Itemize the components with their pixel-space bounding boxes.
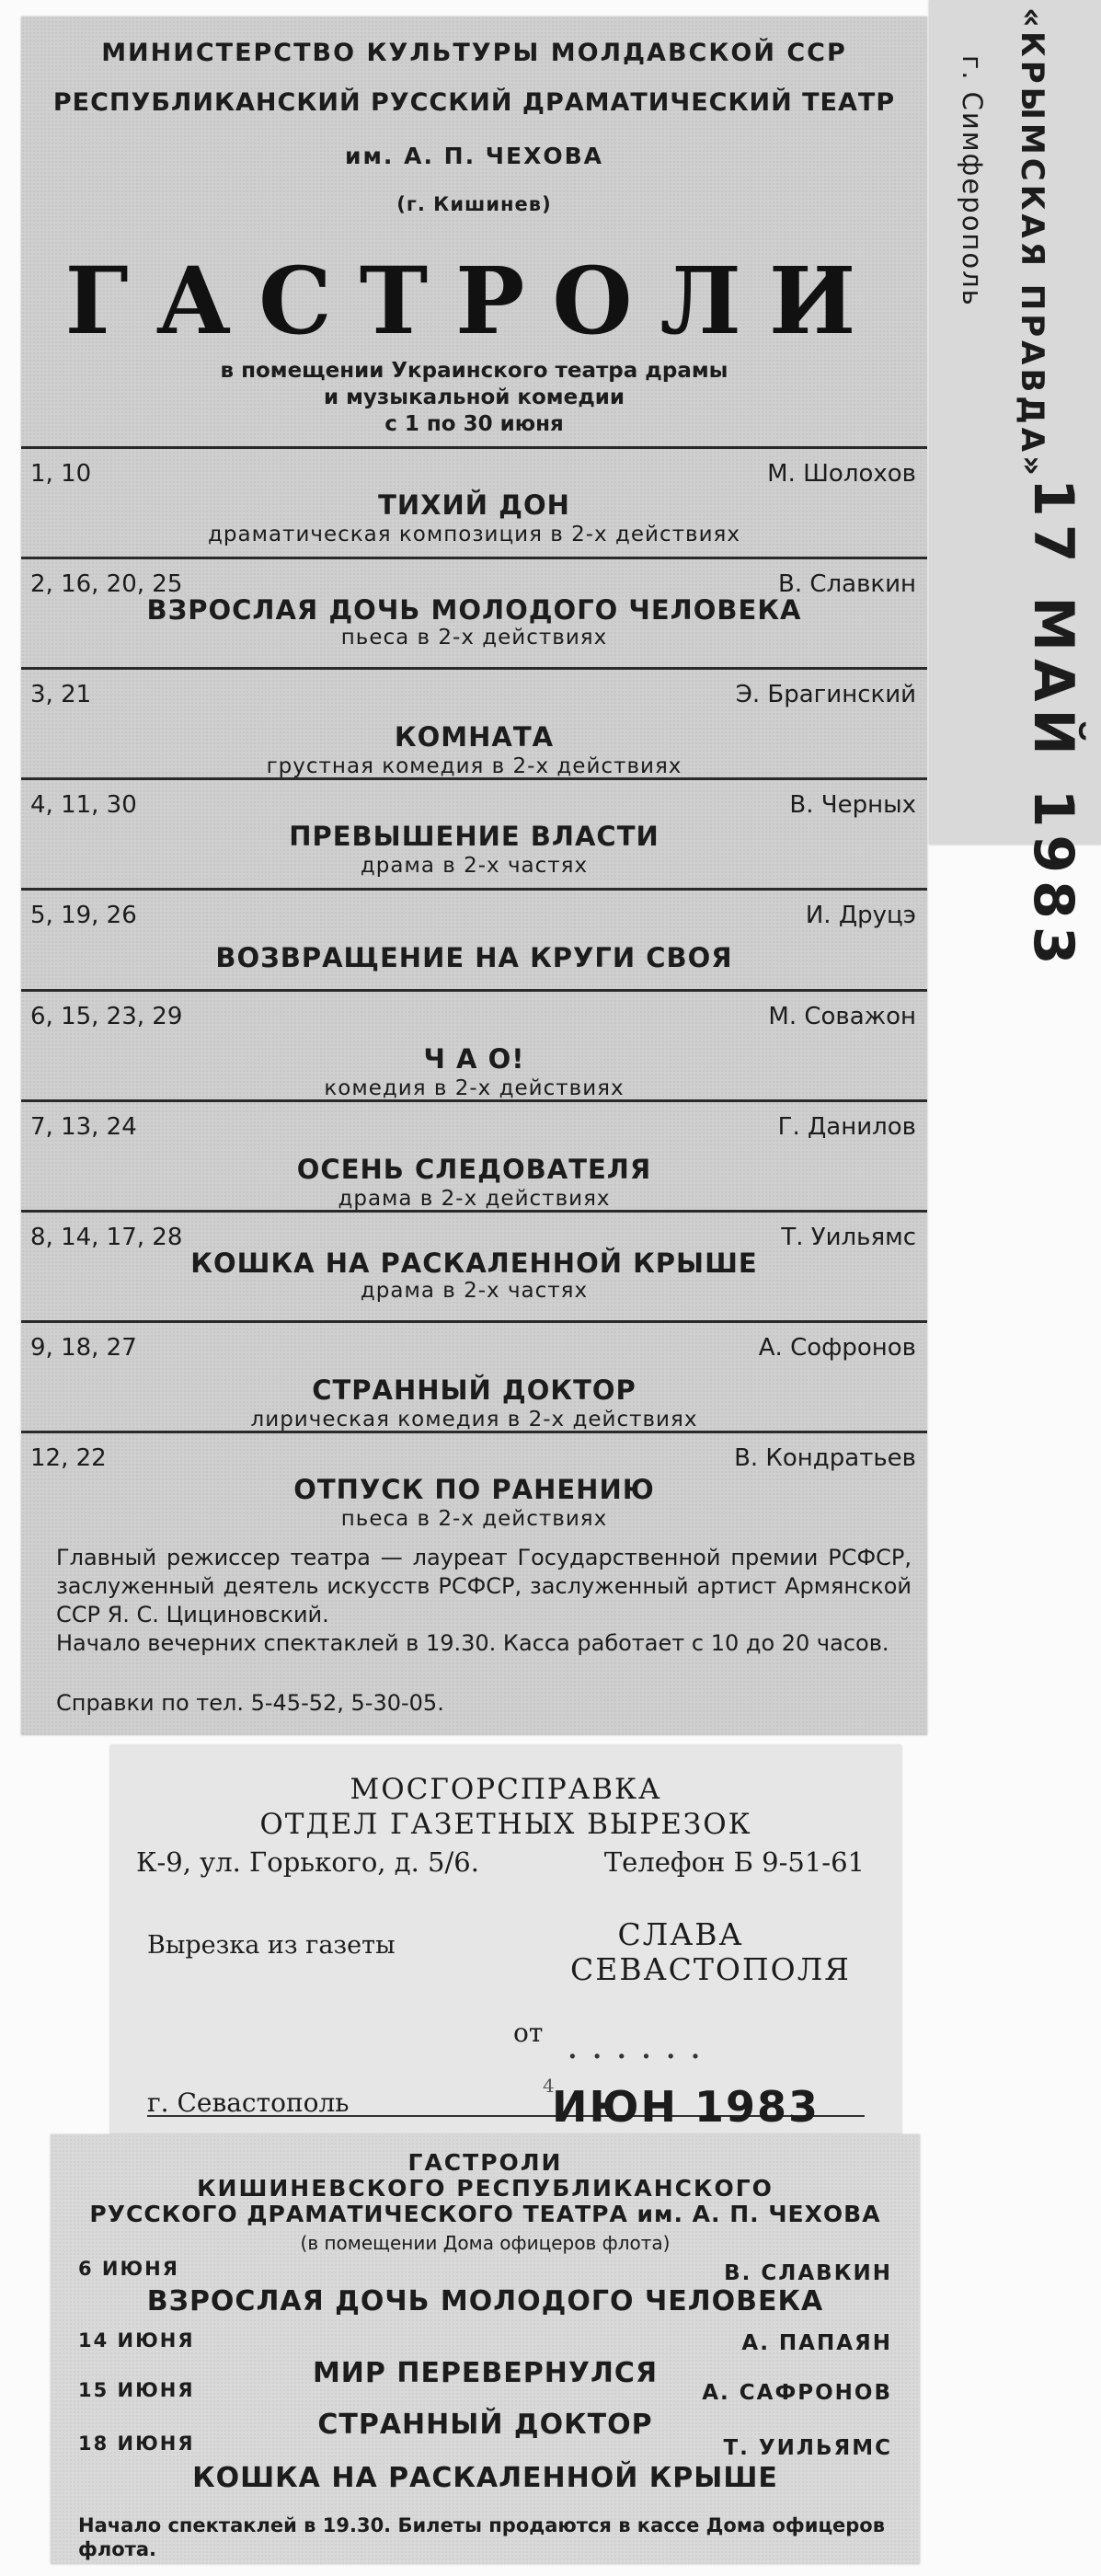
hours-note: Начало вечерних спектаклей в 19.30. Касса работает с 10 до 20 часов. (56, 1630, 889, 1656)
entry-description: комедия в 2-х действиях (324, 1076, 625, 1100)
entry-author: В. Черных (789, 791, 916, 819)
performance-entry (21, 1099, 927, 1213)
performance-entry (21, 989, 927, 1102)
tour-headline: ГАСТРОЛИ (64, 247, 884, 355)
entry-description: драма в 2-х частях (360, 1279, 589, 1303)
entry-author: А. САФРОНОВ (702, 2381, 892, 2405)
entry-dates: 4, 11, 30 (30, 791, 137, 819)
entry-author: Г. Данилов (777, 1113, 916, 1141)
entry-author: А. ПАПАЯН (741, 2331, 892, 2355)
entry-date: 15 ИЮНЯ (78, 2379, 195, 2401)
entry-description: пьеса в 2-х действиях (340, 1507, 608, 1531)
entry-dates: 3, 21 (30, 681, 92, 708)
entry-author: Т. Уильямс (781, 1224, 916, 1251)
venue-line-2: и музыкальной комедии (323, 385, 625, 409)
cutting-from-label: Вырезка из газеты (147, 1931, 396, 1960)
org-name: МОСГОРСПРАВКА (350, 1773, 662, 1806)
performance-entry (21, 888, 927, 992)
entry-title: ОТПУСК ПО РАНЕНИЮ (293, 1474, 655, 1505)
entry-title: ВОЗВРАЩЕНИЕ НА КРУГИ СВОЯ (215, 942, 733, 973)
entry-title: Ч А О! (423, 1043, 525, 1075)
show-notice: Начало спектаклей в 19.30. Билеты продаются в кассе Дома офицеров флота. (78, 2514, 885, 2560)
entry-dates: 8, 14, 17, 28 (30, 1224, 183, 1251)
entry-description: драма в 2-х частях (360, 854, 589, 878)
date-dots: ...... (567, 2025, 715, 2067)
entry-description: лирическая комедия в 2-х действиях (250, 1408, 698, 1432)
venue-line: (в помещении Дома офицеров флота) (300, 2232, 671, 2254)
newspaper-name: «КРЫМСКАЯ ПРАВДА» (1014, 7, 1050, 479)
newspaper-stamp (929, 0, 1101, 972)
entry-dates: 7, 13, 24 (30, 1113, 137, 1141)
director-note: Главный режиссер театра — лауреат Государственной премии РСФСР, заслуженный деятель искусств РСФСР, заслуженный артист Армянской ССР Я. С. Цициновский. (56, 1545, 912, 1627)
entry-author: М. Соважон (768, 1003, 916, 1030)
entry-title: КОМНАТА (394, 721, 555, 753)
paper-name-line-2: СЕВАСТОПОЛЯ (570, 1951, 851, 1987)
entry-author: Т. УИЛЬЯМС (723, 2436, 892, 2460)
dept-name: ОТДЕЛ ГАЗЕТНЫХ ВЫРЕЗОК (259, 1808, 752, 1841)
entry-description: грустная комедия в 2-х действиях (266, 754, 682, 778)
entry-dates: 12, 22 (30, 1444, 107, 1472)
entry-dates: 1, 10 (30, 460, 92, 488)
performance-entry (21, 557, 927, 670)
phones-note: Справки по тел. 5-45-52, 5-30-05. (56, 1690, 444, 1716)
org-address: К-9, ул. Горького, д. 5/6. (136, 1846, 479, 1878)
entry-author: В. Кондратьев (734, 1444, 916, 1472)
performance-entry (21, 777, 927, 891)
entry-title: ТИХИЙ ДОН (378, 489, 570, 521)
stamp-date: 17 МАЙ 1983 (1021, 478, 1085, 972)
entry-title: ВЗРОСЛАЯ ДОЧЬ МОЛОДОГО ЧЕЛОВЕКА (146, 594, 802, 626)
tour-heading: ГАСТРОЛИ (407, 2149, 563, 2176)
entry-date: 18 ИЮНЯ (78, 2432, 195, 2455)
stamp-date: ИЮН 1983 (552, 2082, 820, 2132)
entry-dates: 5, 19, 26 (30, 902, 137, 929)
newspaper-city: г. Симферополь (957, 55, 988, 307)
entry-author: В. Славкин (778, 570, 916, 598)
theatre-heading: РЕСПУБЛИКАНСКИЙ РУССКИЙ ДРАМАТИЧЕСКИЙ ТЕАТР (52, 88, 896, 117)
performance-entry (21, 1431, 927, 1544)
slip-city: г. Севастополь (147, 2087, 350, 2118)
stamp-small-mark: 4 (543, 2075, 555, 2097)
entry-description: драматическая композиция в 2-х действиях (208, 523, 740, 546)
entry-description: пьеса в 2-х действиях (340, 626, 608, 650)
performance-entry (21, 667, 927, 780)
entry-dates: 9, 18, 27 (30, 1334, 137, 1362)
cutting-service-slip (110, 1745, 901, 2150)
entry-date: 14 ИЮНЯ (78, 2329, 195, 2352)
venue-line-3: с 1 по 30 июня (384, 412, 564, 436)
entry-title: ПРЕВЫШЕНИЕ ВЛАСТИ (289, 821, 659, 852)
paper-name-line-1: СЛАВА (617, 1916, 744, 1952)
theatre-line-2: РУССКОГО ДРАМАТИЧЕСКОГО ТЕАТРА им. А. П. ЧЕХОВА (89, 2201, 881, 2227)
main-clipping (21, 17, 927, 1735)
org-phone: Телефон Б 9-51-61 (603, 1846, 865, 1878)
small-clipping (51, 2134, 920, 2564)
entry-author: Э. Брагинский (735, 681, 916, 708)
entry-title: ВЗРОСЛАЯ ДОЧЬ МОЛОДОГО ЧЕЛОВЕКА (146, 2285, 824, 2317)
performance-entry (21, 446, 927, 559)
entry-dates: 2, 16, 20, 25 (30, 570, 183, 598)
entry-title: КОШКА НА РАСКАЛЕННОЙ КРЫШЕ (190, 1248, 758, 1279)
entry-author: М. Шолохов (767, 460, 916, 488)
venue-line-1: в помещении Украинского театра драмы (220, 359, 728, 383)
entry-title: КОШКА НА РАСКАЛЕННОЙ КРЫШЕ (192, 2462, 778, 2494)
theatre-line-1: КИШИНЕВСКОГО РЕСПУБЛИКАНСКОГО (197, 2175, 774, 2202)
named-after-heading: им. А. П. ЧЕХОВА (344, 143, 604, 169)
entry-title: МИР ПЕРЕВЕРНУЛСЯ (312, 2357, 659, 2389)
city-heading: (г. Кишинев) (396, 193, 552, 215)
entry-author: В. СЛАВКИН (724, 2261, 892, 2285)
entry-title: СТРАННЫЙ ДОКТОР (312, 1374, 637, 1406)
entry-dates: 6, 15, 23, 29 (30, 1003, 183, 1030)
entry-date: 6 ИЮНЯ (78, 2258, 179, 2280)
entry-author: И. Друцэ (805, 902, 916, 929)
entry-title: СТРАННЫЙ ДОКТОР (317, 2409, 653, 2441)
performance-entry (21, 1320, 927, 1433)
from-label: от (513, 2018, 544, 2048)
entry-description: драма в 2-х действиях (338, 1187, 611, 1211)
performance-entry (21, 1210, 927, 1323)
entry-author: А. Софронов (758, 1334, 916, 1362)
ministry-heading: МИНИСТЕРСТВО КУЛЬТУРЫ МОЛДАВСКОЙ ССР (101, 39, 847, 67)
entry-title: ОСЕНЬ СЛЕДОВАТЕЛЯ (296, 1154, 652, 1185)
